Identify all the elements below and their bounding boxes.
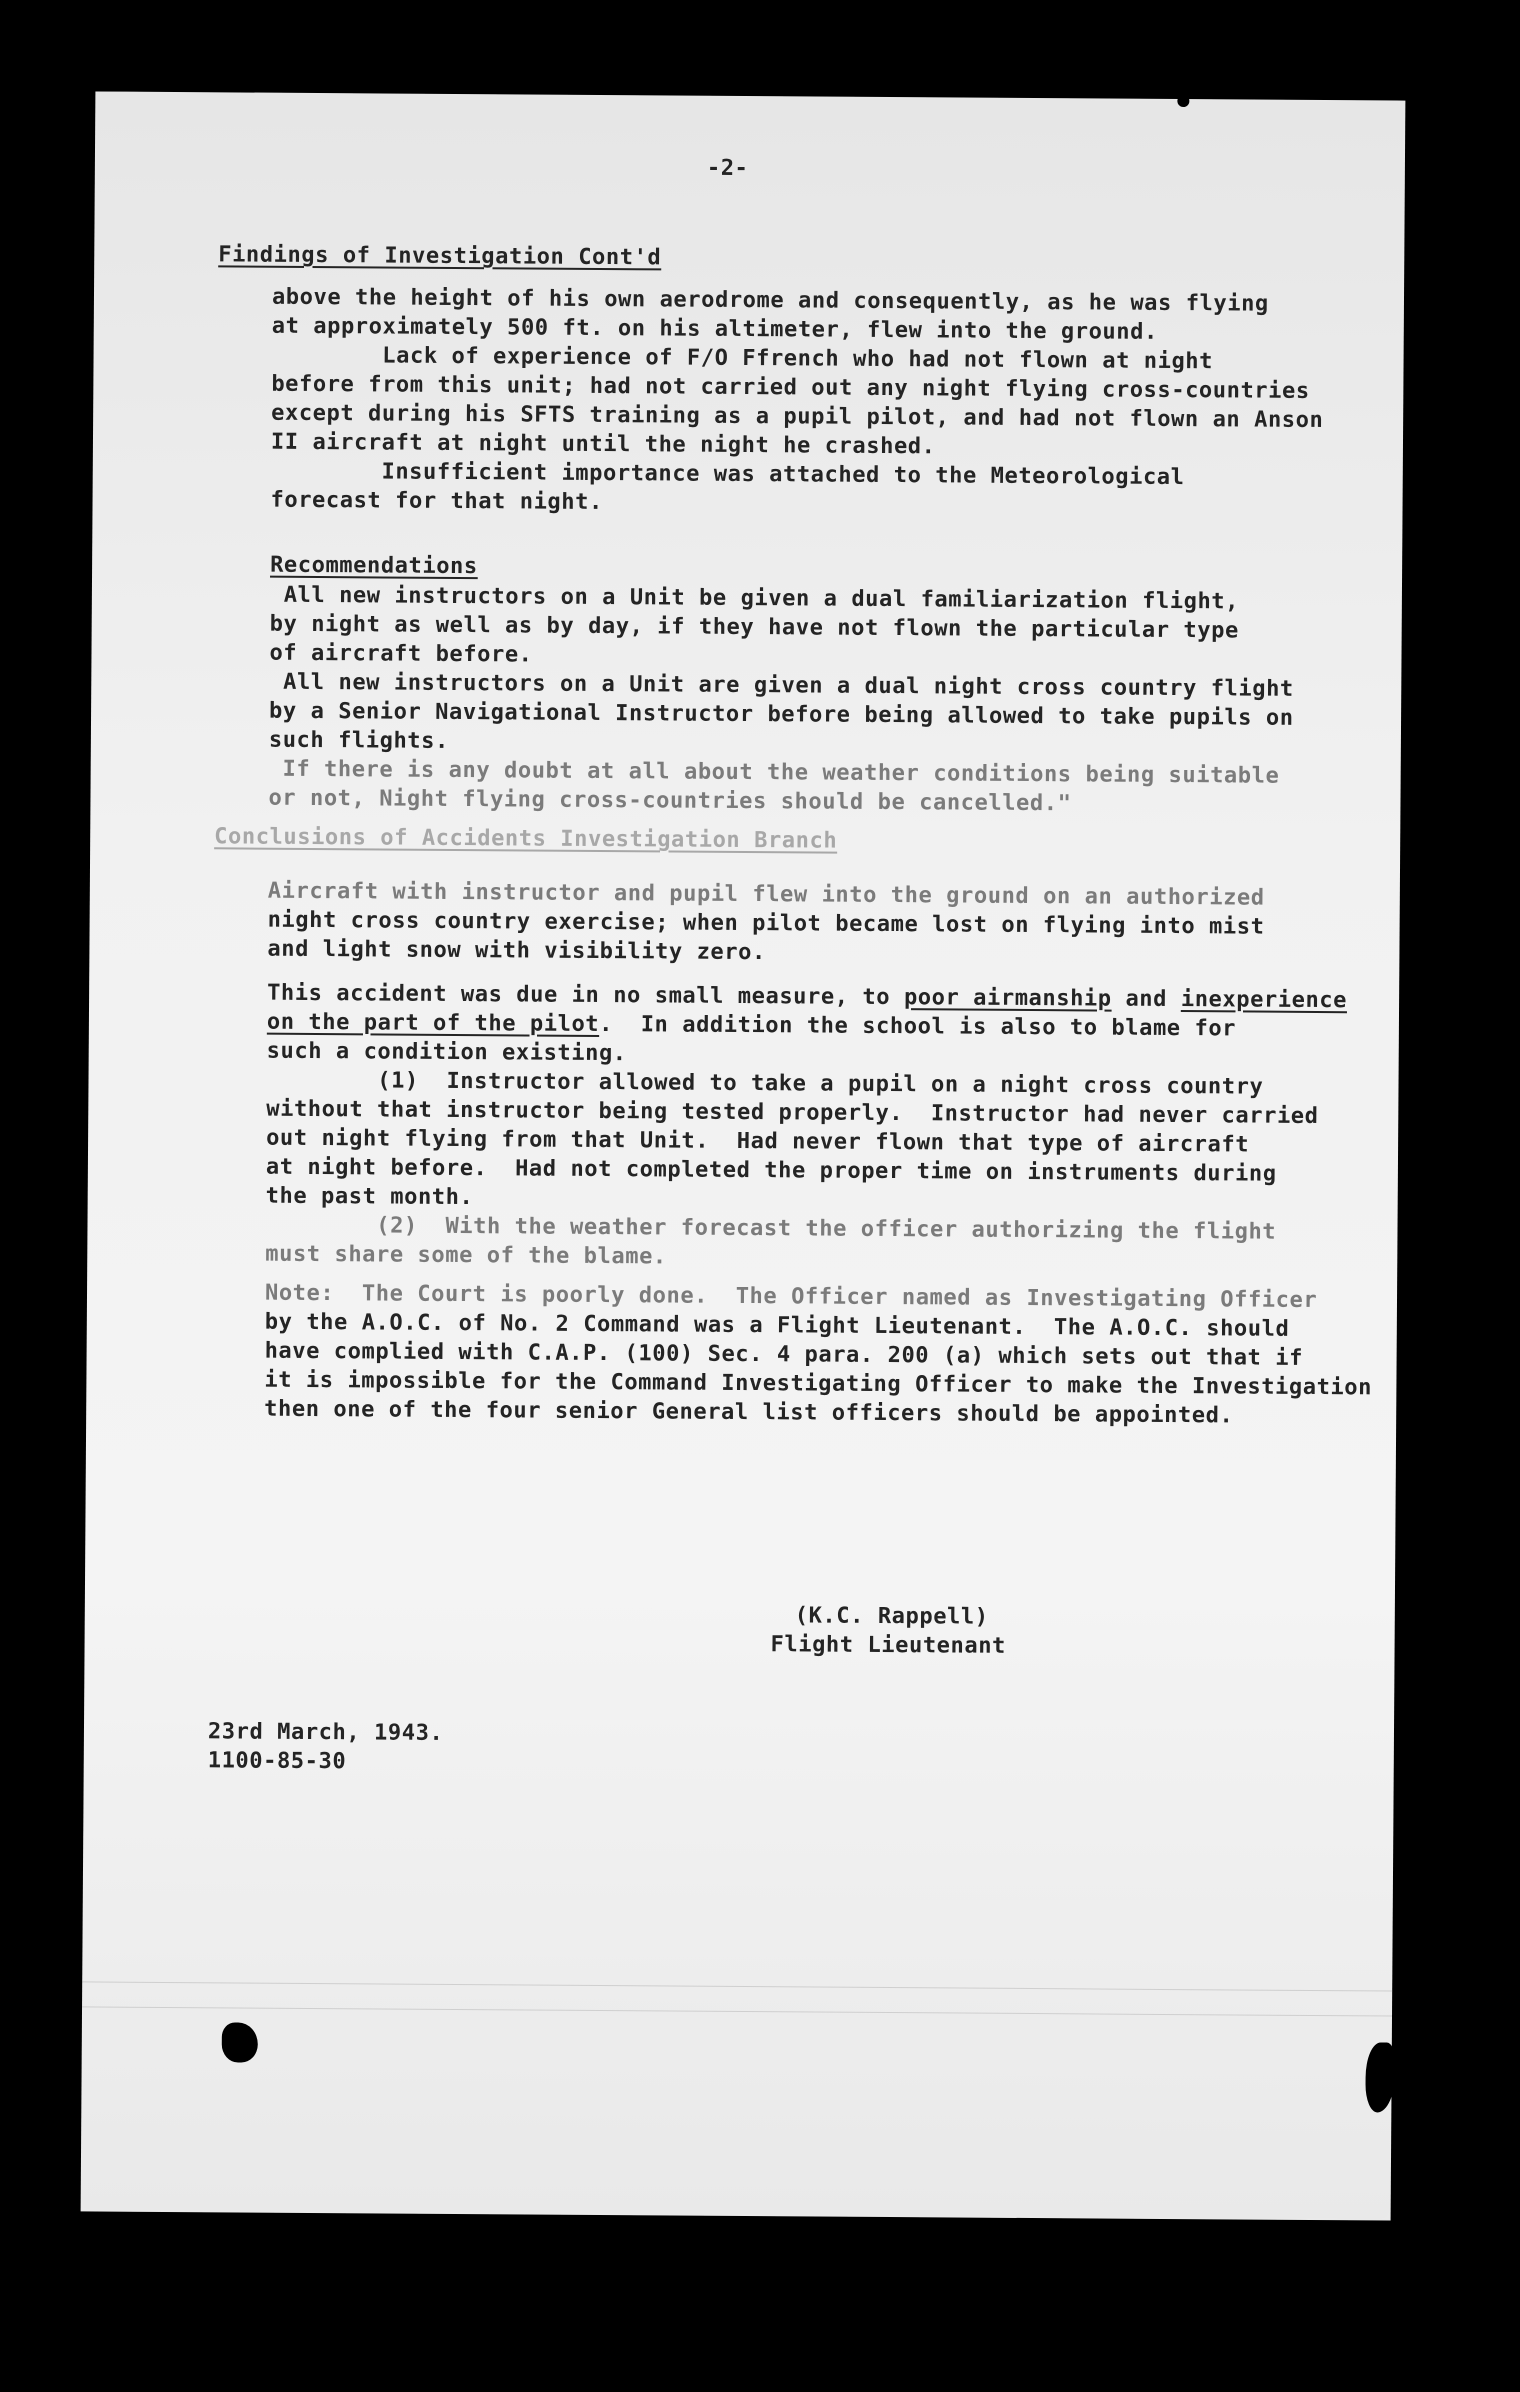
concl2-line: such a condition existing. (266, 1038, 627, 1067)
findings-line: Insufficient importance was attached to the Meteorological (270, 458, 1185, 491)
scan-blot-left (222, 2022, 258, 2062)
findings-line: Lack of experience of F/O Ffrench who had not flown at night (271, 342, 1214, 375)
findings-heading: Findings of Investigation Cont'd (218, 242, 662, 271)
findings-line: forecast for that night. (270, 487, 603, 516)
note-line: by the A.O.C. of No. 2 Command was a Flight Lieutenant. The A.O.C. should (264, 1309, 1290, 1342)
concl2-line: without that instructor being tested properly. Instructor had never carried (266, 1096, 1319, 1130)
concl2-line: (2) With the weather forecast the officer authorizing the flight (265, 1212, 1277, 1245)
document-date: 23rd March, 1943. (207, 1719, 444, 1746)
concl2-line: at night before. Had not completed the proper time on instruments during (265, 1154, 1277, 1187)
note-line: have complied with C.A.P. (100) Sec. 4 para. 200 (a) which sets out that if (264, 1338, 1304, 1371)
recs-line: If there is any doubt at all about the weather conditions being suitable (268, 756, 1280, 789)
note-line: it is impossible for the Command Investigating Officer to make the Investigation (264, 1367, 1373, 1401)
concl1-line: and light snow with visibility zero. (267, 936, 766, 966)
concl2-line: the past month. (265, 1183, 474, 1211)
conclusions-paragraph-2-line-1: This accident was due in no small measure, to poor airmanship and inexperience (267, 980, 1348, 1014)
scan-blot-right (1365, 2042, 1395, 2112)
document-page (81, 91, 1406, 2220)
findings-line: except during his SFTS training as a pupil pilot, and had not flown an Anson (271, 400, 1324, 434)
recs-line: such flights. (268, 727, 449, 754)
recs-line: All new instructors on a Unit are given a dual night cross country flight (269, 669, 1294, 702)
note-line: Note: The Court is poorly done. The Officer named as Investigating Officer (264, 1280, 1318, 1314)
recs-line: All new instructors on a Unit be given a dual familiarization flight, (269, 582, 1240, 615)
recommendations-heading: Recommendations (270, 552, 478, 580)
signature-rank: Flight Lieutenant (770, 1632, 1007, 1659)
concl2-line: must share some of the blame. (265, 1241, 667, 1270)
findings-line: at approximately 500 ft. on his altimeter, flew into the ground. (271, 313, 1158, 345)
document-reference: 1100-85-30 (207, 1748, 347, 1775)
recs-line: of aircraft before. (269, 640, 533, 668)
conclusions-paragraph-2-line-2: on the part of the pilot. In addition the school is also to blame for (266, 1009, 1237, 1042)
findings-line: II aircraft at night until the night he crashed. (270, 429, 936, 460)
conclusions-heading: Conclusions of Accidents Investigation Branch (214, 824, 838, 854)
signature-name: (K.C. Rappell) (794, 1603, 989, 1630)
concl2-line: out night flying from that Unit. Had never flown that type of aircraft (266, 1125, 1250, 1158)
concl1-line: Aircraft with instructor and pupil flew into the ground on an authorized (267, 878, 1265, 911)
recs-line: by night as well as by day, if they have not flown the particular type (269, 611, 1239, 644)
recs-line: by a Senior Navigational Instructor before being allowed to take pupils on (269, 698, 1294, 731)
scan-dot (1177, 95, 1189, 107)
concl2-line: (1) Instructor allowed to take a pupil on a night cross country (266, 1067, 1264, 1100)
findings-line: before from this unit; had not carried out any night flying cross-countries (271, 371, 1310, 404)
concl1-line: night cross country exercise; when pilot became lost on flying into mist (267, 907, 1265, 940)
note-line: then one of the four senior General list officers should be appointed. (264, 1396, 1234, 1429)
recs-line: or not, Night flying cross-countries should be cancelled." (268, 785, 1072, 817)
findings-line: above the height of his own aerodrome and consequently, as he was flying (271, 284, 1269, 317)
page-number: -2- (706, 155, 749, 182)
